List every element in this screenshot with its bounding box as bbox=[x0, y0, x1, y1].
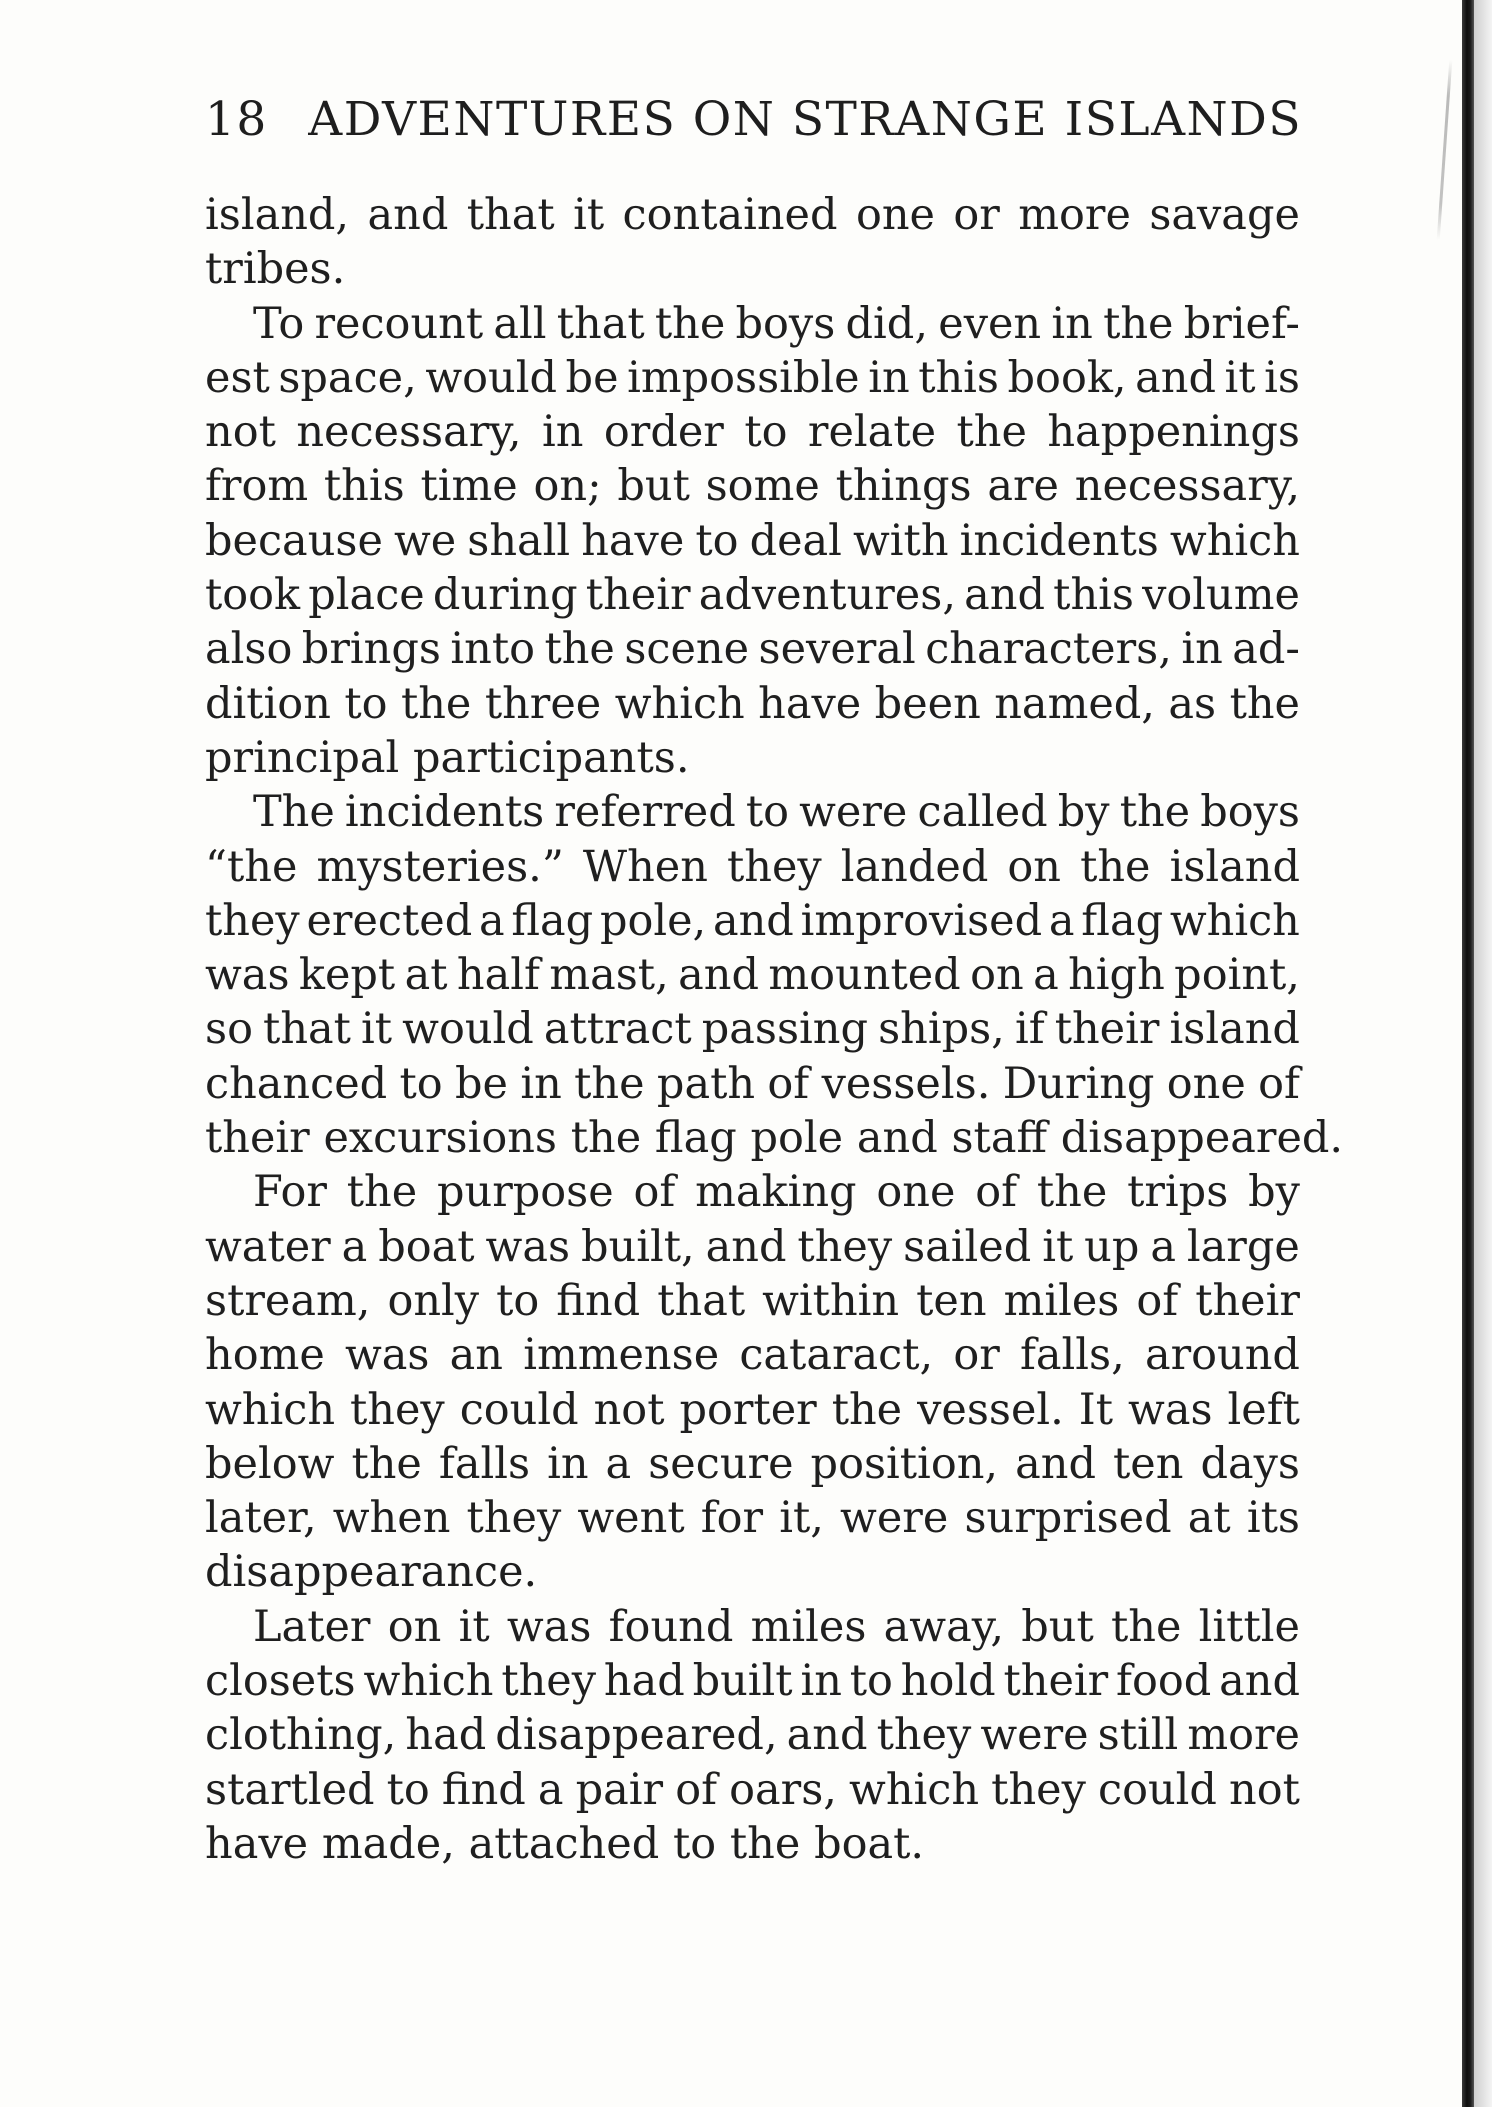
running-title: ADVENTURES ON STRANGE ISLANDS bbox=[308, 92, 1303, 147]
text-line: which they could not porter the vessel. It was left bbox=[205, 1384, 1300, 1435]
text-line: home was an immense cataract, or falls, around bbox=[205, 1330, 1300, 1381]
text-line: dition to the three which have been named, as the bbox=[205, 678, 1300, 729]
running-head bbox=[205, 92, 1305, 147]
text-line: clothing, had disappeared, and they were still more bbox=[205, 1710, 1300, 1761]
text-line: “the mysteries.” When they landed on the island bbox=[205, 841, 1300, 892]
text-line: startled to find a pair of oars, which they could not bbox=[205, 1764, 1300, 1815]
binding-edge bbox=[1462, 0, 1474, 2107]
text-line: was kept at half mast, and mounted on a high point, bbox=[205, 950, 1300, 1001]
binding-shadow bbox=[1474, 0, 1492, 2107]
text-line: disappearance. bbox=[205, 1547, 538, 1598]
text-line: For the purpose of making one of the trips by bbox=[253, 1167, 1300, 1218]
binding-mark bbox=[1437, 60, 1453, 240]
text-line: The incidents referred to were called by the boys bbox=[253, 787, 1300, 838]
text-line: est space, would be impossible in this book, and it is bbox=[205, 352, 1300, 403]
text-line: they erected a flag pole, and improvised a flag which bbox=[205, 895, 1300, 946]
text-line: have made, attached to the boat. bbox=[205, 1818, 925, 1869]
text-line: also brings into the scene several characters, in ad- bbox=[205, 624, 1300, 675]
text-line: closets which they had built in to hold their food and bbox=[205, 1656, 1300, 1707]
text-line: so that it would attract passing ships, if their island bbox=[205, 1004, 1300, 1055]
text-line: their excursions the flag pole and staff disappeared. bbox=[205, 1113, 1344, 1164]
text-line: from this time on; but some things are necessary, bbox=[205, 461, 1300, 512]
text-line: because we shall have to deal with incidents which bbox=[205, 515, 1300, 566]
body-text bbox=[205, 188, 1344, 1871]
text-line: stream, only to find that within ten miles of their bbox=[205, 1275, 1300, 1326]
page-number: 18 bbox=[205, 92, 268, 147]
text-line: chanced to be in the path of vessels. During one of bbox=[205, 1058, 1300, 1109]
text-line: later, when they went for it, were surprised at its bbox=[205, 1493, 1300, 1544]
text-line: took place during their adventures, and this volume bbox=[205, 570, 1300, 621]
text-line: tribes. bbox=[205, 244, 346, 295]
text-line: Later on it was found miles away, but the little bbox=[253, 1601, 1300, 1652]
text-line: water a boat was built, and they sailed it up a large bbox=[205, 1221, 1300, 1272]
text-line: To recount all that the boys did, even in the brief- bbox=[253, 298, 1300, 349]
text-line: principal participants. bbox=[205, 732, 690, 783]
text-line: below the falls in a secure position, and ten days bbox=[205, 1438, 1300, 1489]
text-line: island, and that it contained one or more savage bbox=[205, 190, 1300, 240]
text-line: not necessary, in order to relate the happenings bbox=[205, 407, 1300, 458]
